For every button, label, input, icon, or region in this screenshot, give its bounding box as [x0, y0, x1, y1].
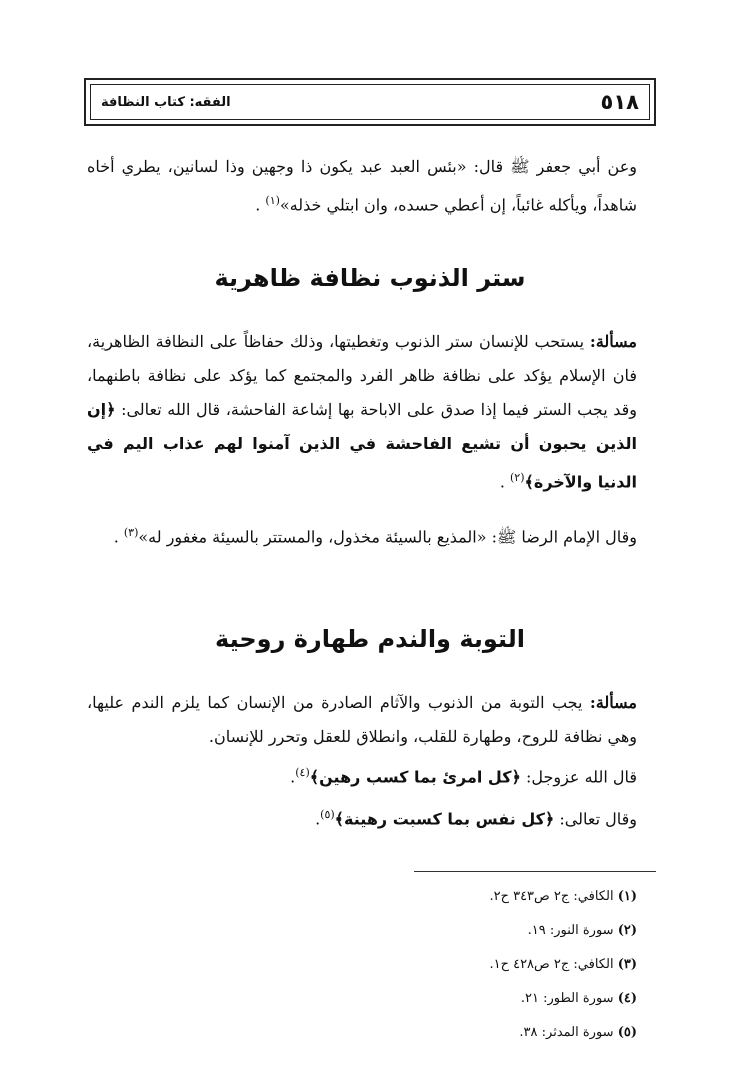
page-header — [84, 78, 656, 126]
quran-verse: ﴿كل امرئ بما كسب رهين﴾ — [309, 767, 521, 787]
footnote-item — [337, 880, 637, 914]
paragraph-end: . — [290, 767, 296, 787]
footnote-number: (٢) — [617, 923, 637, 938]
footnote-text: الكافي: ج٢ ص٣٤٣ ح٢. — [489, 889, 618, 904]
footnote-ref: (٢) — [509, 471, 525, 484]
paragraph-text: وقال الإمام الرضا ﷺ: «المذيع بالسيئة مخذول، والمستتر بالسيئة مغفور له» — [138, 527, 637, 547]
issue-term: مسألة: — [589, 332, 637, 351]
page-header-inner — [90, 84, 650, 120]
footnote-ref: (٥) — [320, 808, 335, 821]
footnote-text: سورة الطور: ٢١. — [520, 991, 618, 1006]
footnote-item — [337, 948, 637, 982]
page-number: ٥١٨ — [600, 90, 639, 114]
paragraph-text: قال الله عزوجل: — [520, 767, 637, 787]
paragraph-text: يستحب للإنسان ستر الذنوب وتغطيتها، وذلك حفاظاً على النظافة الظاهرية، فان الإسلام يؤكد على نظافة ظاهر الفرد والمجتمع كما يؤكد على نظافة باطنهما، وقد يجب الستر فيما إذا صدق على الاباحة بها إشاعة الفاحشة، قال الله تعالى: — [87, 332, 637, 419]
paragraph-text: وعن أبي جعفر ﷺ قال: «بئس العبد عبد يكون ذا وجهين وذا لسانين، يطري أخاه شاهداً، ويأكله غائباً، إن أعطي حسده، وان ابتلي خذله» — [87, 157, 637, 215]
paragraph-text: وقال تعالى: — [554, 809, 637, 829]
quran-verse: ﴿كل نفس بما كسبت رهينة﴾ — [334, 809, 555, 829]
paragraph-end: . — [315, 809, 321, 829]
footnote-number: (٣) — [617, 957, 637, 972]
footnote-text: الكافي: ج٢ ص٤٢٨ ح١. — [489, 957, 618, 972]
section-heading-repentance: التوبة والندم طهارة روحية — [215, 625, 525, 653]
paragraph-imam-rida — [87, 516, 637, 554]
footnote-divider — [414, 871, 656, 872]
footnotes — [337, 880, 637, 1050]
footnote-item — [337, 914, 637, 948]
footnote-text: سورة النور: ١٩. — [527, 923, 618, 938]
issue-term: مسألة: — [589, 693, 637, 712]
paragraph-end: . — [255, 195, 266, 215]
footnote-text: سورة المدثر: ٣٨. — [519, 1025, 618, 1040]
footnote-number: (٤) — [617, 991, 637, 1006]
footnote-ref: (٤) — [295, 766, 310, 779]
paragraph-hadith-abu-jafar — [87, 150, 637, 222]
section-heading-covering-sins: ستر الذنوب نظافة ظاهرية — [214, 264, 526, 292]
footnote-ref: (١) — [265, 194, 280, 207]
paragraph-end: . — [499, 472, 510, 492]
running-title: الفقه: كتاب النظافة — [101, 94, 231, 110]
footnote-item — [337, 1016, 637, 1050]
footnote-ref: (٣) — [123, 526, 139, 539]
paragraph-text: يجب التوبة من الذنوب والآثام الصادرة من الإنسان كما يلزم الندم عليها، وهي نظافة للروح، وطهارة للقلب، وانطلاق للعقل وتحرر للإنسان. — [87, 693, 637, 746]
footnote-item — [337, 982, 637, 1016]
footnote-number: (٥) — [617, 1025, 637, 1040]
paragraph-end: . — [113, 527, 124, 547]
paragraph-verse-muddaththir — [87, 798, 637, 836]
quran-verse: ﴿إن الذين يحبون أن تشيع الفاحشة في الذين آمنوا لهم عذاب اليم في الدنيا والآخرة﴾ — [87, 400, 637, 492]
paragraph-covering-sins — [87, 325, 637, 499]
footnote-number: (١) — [617, 889, 637, 904]
paragraph-verse-tur — [87, 756, 637, 794]
paragraph-repentance — [87, 686, 637, 754]
